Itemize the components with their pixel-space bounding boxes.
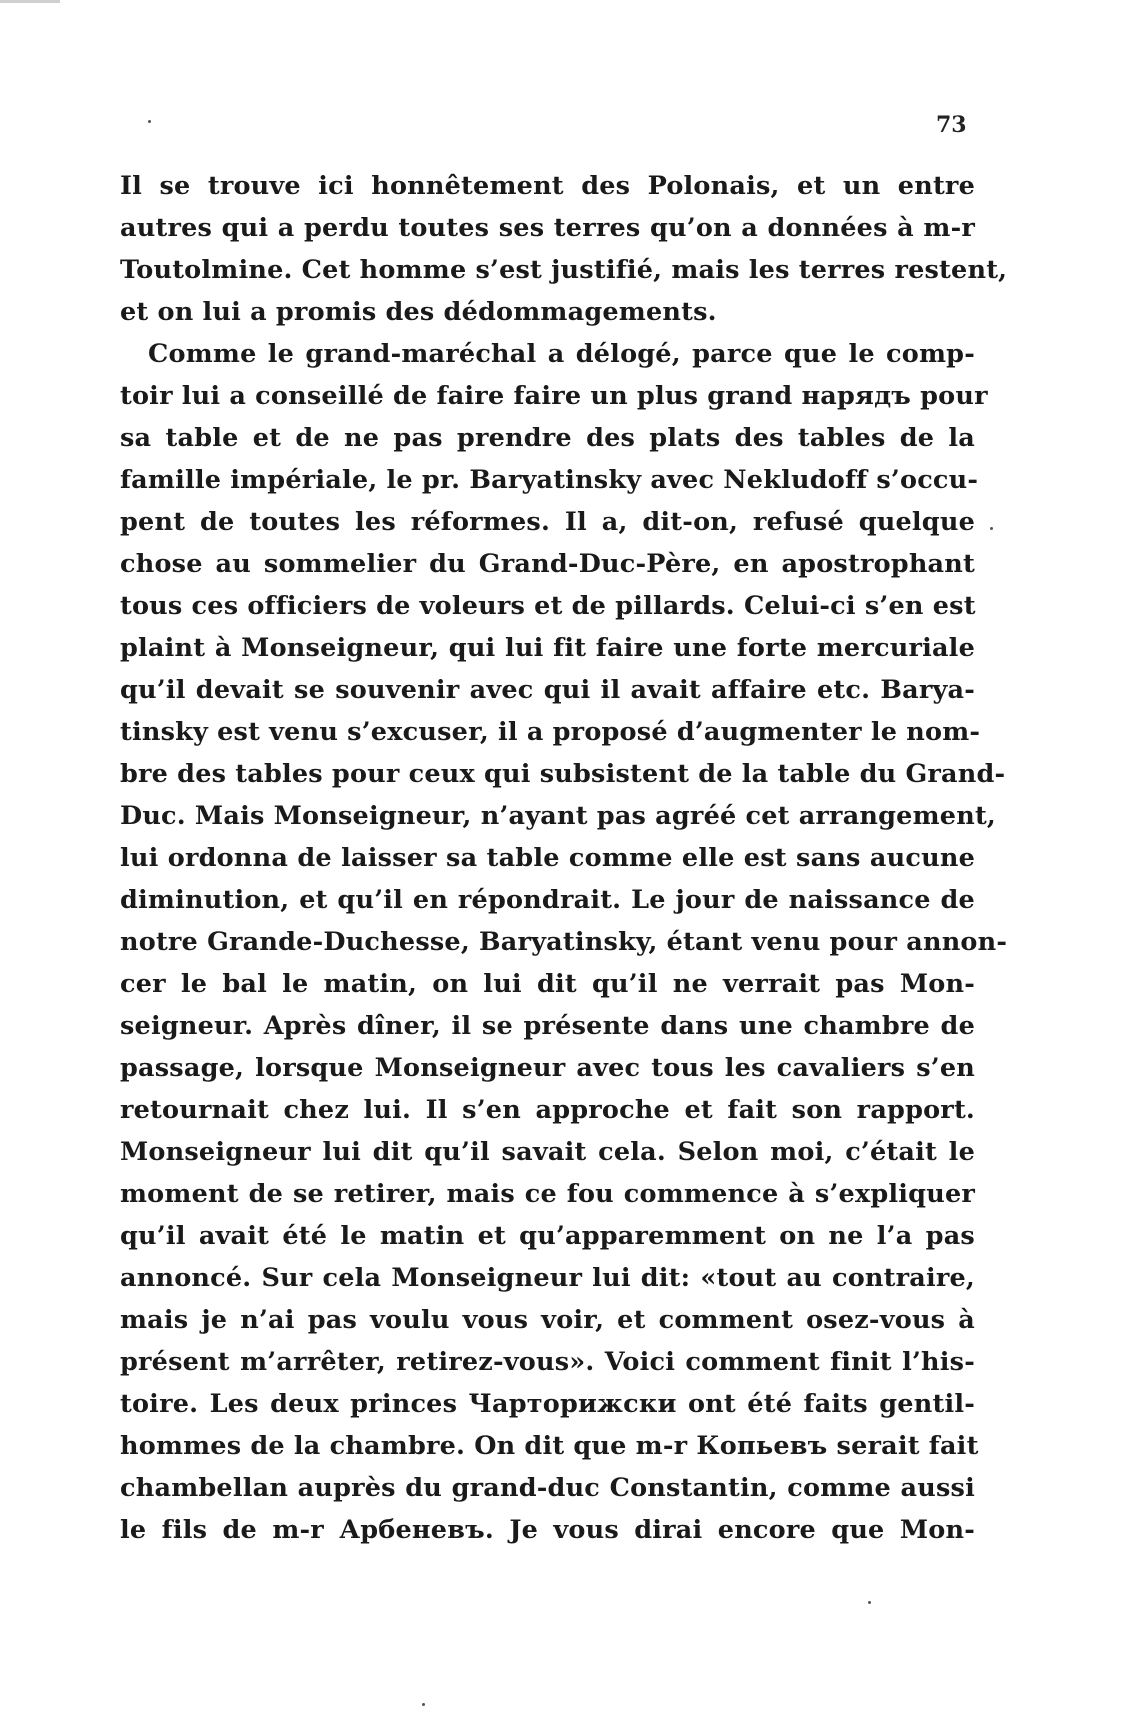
- text-line: lui ordonna de laisser sa table comme elle est sans aucune: [120, 843, 975, 873]
- text-line: Toutolmine. Cet homme s’est justifié, mais les terres restent,: [120, 255, 1008, 285]
- scan-speck: [148, 120, 151, 123]
- scan-speck: [422, 1703, 425, 1706]
- text-line: Il se trouve ici honnêtement des Polonais, et un entre: [120, 171, 975, 201]
- text-line: famille impériale, le pr. Baryatinsky avec Nekludoff s’occu-: [120, 465, 979, 495]
- text-line: qu’il devait se souvenir avec qui il avait affaire etc. Barya-: [120, 675, 975, 705]
- text-line: Duc. Mais Monseigneur, n’ayant pas agréé cet arrangement,: [120, 801, 997, 831]
- text-line: toir lui a conseillé de faire faire un plus grand нарядъ pour: [120, 381, 988, 411]
- text-line: tous ces officiers de voleurs et de pillards. Celui-ci s’en est: [120, 591, 976, 621]
- text-line: retournait chez lui. Il s’en approche et fait son rapport.: [120, 1095, 975, 1125]
- text-line: cer le bal le matin, on lui dit qu’il ne verrait pas Mon-: [120, 969, 975, 999]
- text-line: autres qui a perdu toutes ses terres qu’on a données à m-r: [120, 213, 975, 243]
- text-line: passage, lorsque Monseigneur avec tous les cavaliers s’en: [120, 1053, 975, 1083]
- text-line: chose au sommelier du Grand-Duc-Père, en apostrophant: [120, 549, 975, 579]
- text-line: Comme le grand-maréchal a délogé, parce que le comp-: [148, 339, 975, 369]
- text-line: annoncé. Sur cela Monseigneur lui dit: «tout au contraire,: [120, 1263, 975, 1293]
- text-line: et on lui a promis des dédommagements.: [120, 297, 717, 327]
- text-line: pent de toutes les réformes. Il a, dit-on, refusé quelque: [120, 507, 975, 537]
- text-line: mais je n’ai pas voulu vous voir, et comment osez-vous à: [120, 1305, 975, 1335]
- text-line: bre des tables pour ceux qui subsistent de la table du Grand-: [120, 759, 1006, 789]
- text-line: diminution, et qu’il en répondrait. Le jour de naissance de: [120, 885, 975, 915]
- text-line: chambellan auprès du grand-duc Constantin, comme aussi: [120, 1473, 975, 1503]
- text-line: seigneur. Après dîner, il se présente dans une chambre de: [120, 1011, 975, 1041]
- text-line: hommes de la chambre. On dit que m-r Копьевъ serait fait: [120, 1431, 979, 1461]
- text-line: Monseigneur lui dit qu’il savait cela. Selon moi, c’était le: [120, 1137, 975, 1167]
- body-text: [120, 165, 1008, 1551]
- scan-speck: [990, 527, 993, 530]
- text-line: le fils de m-r Арбеневъ. Je vous dirai encore que Mon-: [120, 1515, 975, 1545]
- text-line: tinsky est venu s’excuser, il a proposé d’augmenter le nom-: [120, 717, 981, 747]
- text-line: moment de se retirer, mais ce fou commence à s’expliquer: [120, 1179, 975, 1209]
- scan-edge-mark: [0, 0, 60, 3]
- scan-speck: [868, 1601, 871, 1604]
- text-line: plaint à Monseigneur, qui lui fit faire une forte mercuriale: [120, 633, 975, 663]
- text-line: notre Grande-Duchesse, Baryatinsky, étant venu pour annon-: [120, 927, 1008, 957]
- text-line: toire. Les deux princes Чарторижски ont été faits gentil-: [120, 1389, 975, 1419]
- text-line: présent m’arrêter, retirez-vous». Voici comment finit l’his-: [120, 1347, 975, 1377]
- page-number: 73: [936, 112, 967, 138]
- text-line: qu’il avait été le matin et qu’apparemment on ne l’a pas: [120, 1221, 975, 1251]
- text-line: sa table et de ne pas prendre des plats des tables de la: [120, 423, 975, 453]
